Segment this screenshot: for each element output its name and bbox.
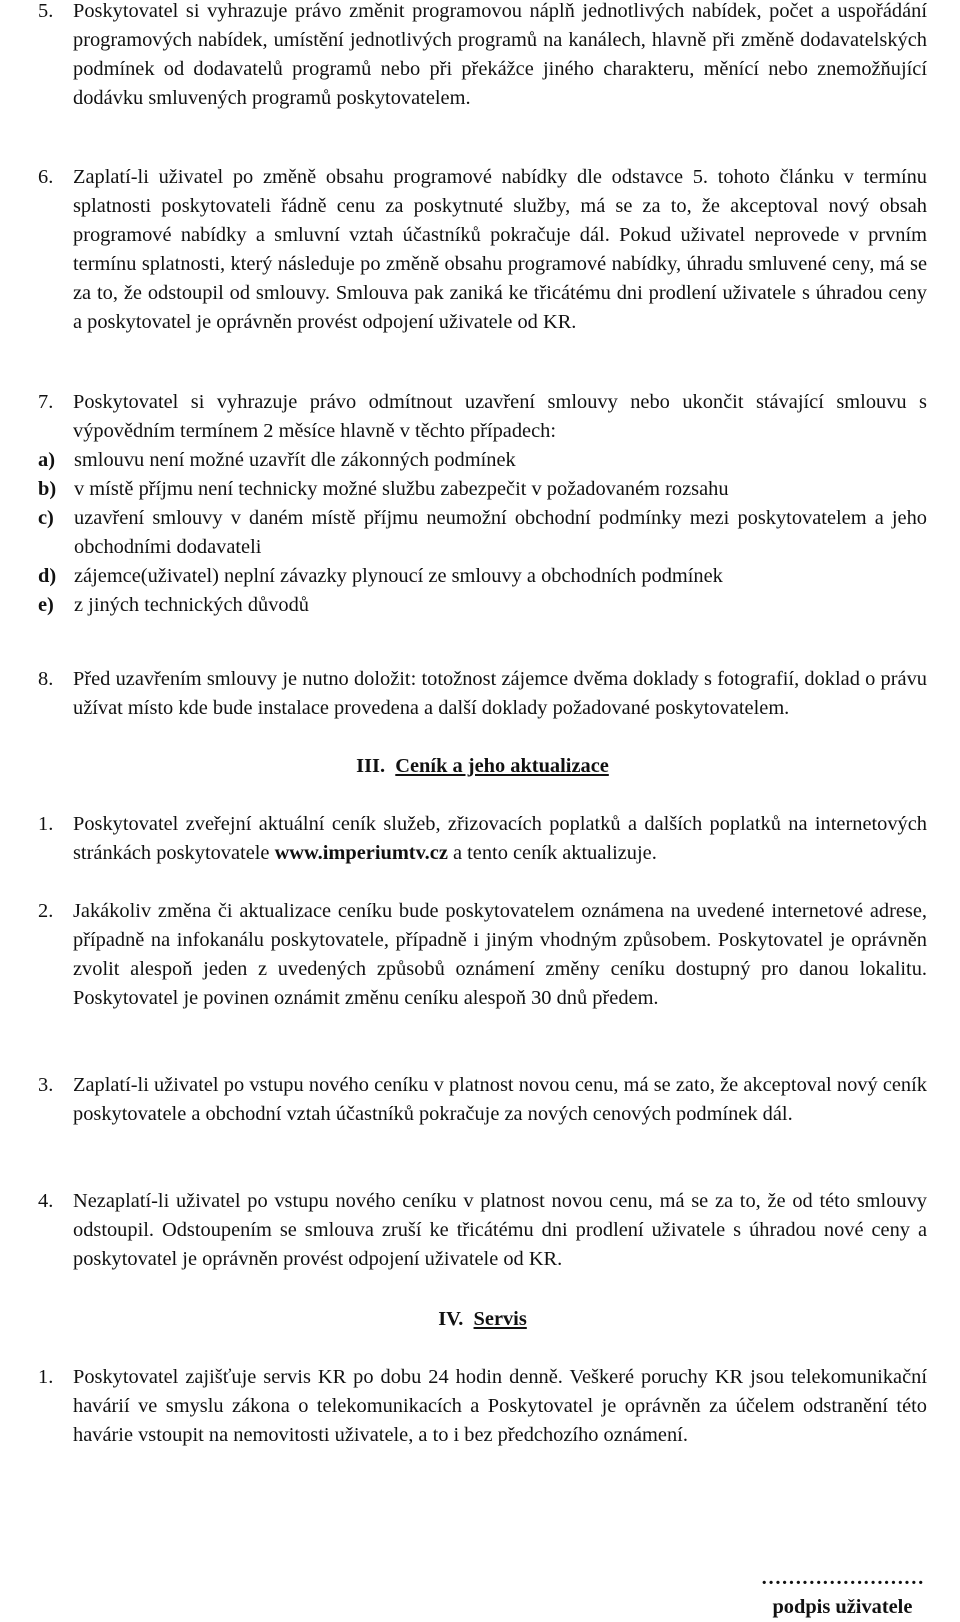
list-item bbox=[38, 475, 927, 504]
paragraph-number: 2. bbox=[38, 900, 54, 922]
signature-block bbox=[761, 1564, 924, 1622]
section-title: Ceník a jeho aktualizace bbox=[395, 755, 609, 777]
paragraph-III-3 bbox=[38, 1071, 927, 1129]
list-item bbox=[38, 504, 927, 562]
paragraph-III-2 bbox=[38, 897, 927, 1013]
list-item bbox=[38, 591, 927, 620]
section-heading-IV bbox=[38, 1305, 927, 1334]
paragraph-number: 7. bbox=[38, 391, 54, 413]
paragraph-number: 1. bbox=[38, 813, 54, 835]
list-item-label: a) bbox=[38, 449, 55, 471]
paragraph-text: Nezaplatí-li uživatel po vstupu nového ceníku v platnost novou cenu, má se za to, že od této smlouvy odstoupil. Odstoupením se smlouva zruší ke třicátému dni prodlení uživatele s úhradou nové ceny a poskytovatel je oprávněn provést odpojení uživatele od KR. bbox=[73, 1190, 927, 1270]
paragraph-III-4 bbox=[38, 1187, 927, 1274]
paragraph-IV-1 bbox=[38, 1363, 927, 1450]
list-item-text: v místě příjmu není technicky možné službu zabezpečit v požadovaném rozsahu bbox=[74, 478, 729, 500]
website-link[interactable]: www.imperiumtv.cz bbox=[274, 842, 448, 864]
list-item-text: z jiných technických důvodů bbox=[74, 594, 309, 616]
paragraph-text bbox=[73, 810, 927, 868]
list-item-text: smlouvu není možné uzavřít dle zákonných podmínek bbox=[74, 449, 516, 471]
signature-label: podpis uživatele bbox=[772, 1596, 913, 1618]
paragraph-5 bbox=[38, 0, 927, 113]
paragraph-number: 4. bbox=[38, 1190, 54, 1212]
list-item bbox=[38, 562, 927, 591]
paragraph-text: Jakákoliv změna či aktualizace ceníku bude poskytovatelem oznámena na uvedené internetové adrese, případně na infokanálu poskytovatele, případně i jiným vhodným způsobem. Poskytovatel je oprávněn zvolit alespoň jeden z uvedených způsobů oznámení změny ceníku dostupný pro danou lokalitu. Poskytovatel je povinen oznámit změnu ceníku alespoň 30 dnů předem. bbox=[73, 900, 927, 1009]
section-title: Servis bbox=[473, 1308, 527, 1330]
text-fragment: Poskytovatel zveřejní aktuální ceník služeb, zřizovacích poplatků a dalších poplatků na internetových stránkách poskytovatele bbox=[73, 813, 927, 864]
list-item-label: d) bbox=[38, 565, 57, 587]
list-item bbox=[38, 446, 927, 475]
list-item-label: c) bbox=[38, 507, 54, 529]
list-item-label: e) bbox=[38, 594, 54, 616]
paragraph-number: 3. bbox=[38, 1074, 54, 1096]
text-fragment: a tento ceník aktualizuje. bbox=[447, 842, 657, 864]
paragraph-text: Poskytovatel zajišťuje servis KR po dobu 24 hodin denně. Veškeré poruchy KR jsou telekomunikační havárií ve smyslu zákona o telekomunikacích a Poskytovatel je oprávněn za účelem odstranění této havárie vstoupit na nemovitosti uživatele, a to i bez předchozího oznámení. bbox=[73, 1366, 927, 1446]
paragraph-number: 1. bbox=[38, 1366, 54, 1388]
paragraph-6 bbox=[38, 163, 927, 337]
paragraph-text: Před uzavřením smlouvy je nutno doložit: totožnost zájemce dvěma doklady s fotografií, doklad o právu užívat místo kde bude instalace provedena a další doklady požadované poskytovatelem. bbox=[73, 668, 927, 719]
paragraph-text: Poskytovatel si vyhrazuje právo změnit programovou náplň jednotlivých nabídek, počet a uspořádání programových nabídek, umístění jednotlivých programů na kanálech, hlavně při změně dodavatelských podmínek od dodavatelů programů nebo při překážce jiného charakteru, měnící nebo znemožňující dodávku smluvených programů poskytovatelem. bbox=[73, 0, 927, 109]
paragraph-III-1 bbox=[38, 810, 927, 868]
section-numeral: III. bbox=[356, 755, 386, 777]
paragraph-number: 6. bbox=[38, 166, 54, 188]
paragraph-number: 8. bbox=[38, 668, 54, 690]
signature-line: …………………… bbox=[760, 1567, 924, 1589]
section-numeral: IV. bbox=[438, 1308, 464, 1330]
paragraph-text: Zaplatí-li uživatel po změně obsahu programové nabídky dle odstavce 5. tohoto článku v termínu splatnosti poskytovateli řádně cenu za poskytnuté služby, má se za to, že akceptoval nový obsah programové nabídky a smluvní vztah účastníků pokračuje dál. Pokud uživatel neprovede v prvním termínu splatnosti, který následuje po změně obsahu programové nabídky, úhradu smluvené ceny, má se za to, že odstoupil od smlouvy. Smlouva pak zaniká ke třicátému dni prodlení uživatele s úhradou ceny a poskytovatel je oprávněn provést odpojení uživatele od KR. bbox=[73, 166, 927, 333]
paragraph-8 bbox=[38, 665, 927, 723]
paragraph-text: Zaplatí-li uživatel po vstupu nového ceníku v platnost novou cenu, má se zato, že akceptoval nový ceník poskytovatele a obchodní vztah účastníků pokračuje za nových cenových podmínek dál. bbox=[73, 1074, 927, 1125]
section-heading-III bbox=[38, 752, 927, 781]
list-item-text: uzavření smlouvy v daném místě příjmu neumožní obchodní podmínky mezi poskytovatelem a jeho obchodními dodavateli bbox=[74, 507, 927, 558]
paragraph-text: Poskytovatel si vyhrazuje právo odmítnout uzavření smlouvy nebo ukončit stávající smlouvu s výpovědním termínem 2 měsíce hlavně v těchto případech: bbox=[73, 391, 927, 442]
list-item-text: zájemce(uživatel) neplní závazky plynoucí ze smlouvy a obchodních podmínek bbox=[74, 565, 723, 587]
list-item-label: b) bbox=[38, 478, 57, 500]
paragraph-number: 5. bbox=[38, 0, 54, 22]
paragraph-7 bbox=[38, 388, 927, 620]
